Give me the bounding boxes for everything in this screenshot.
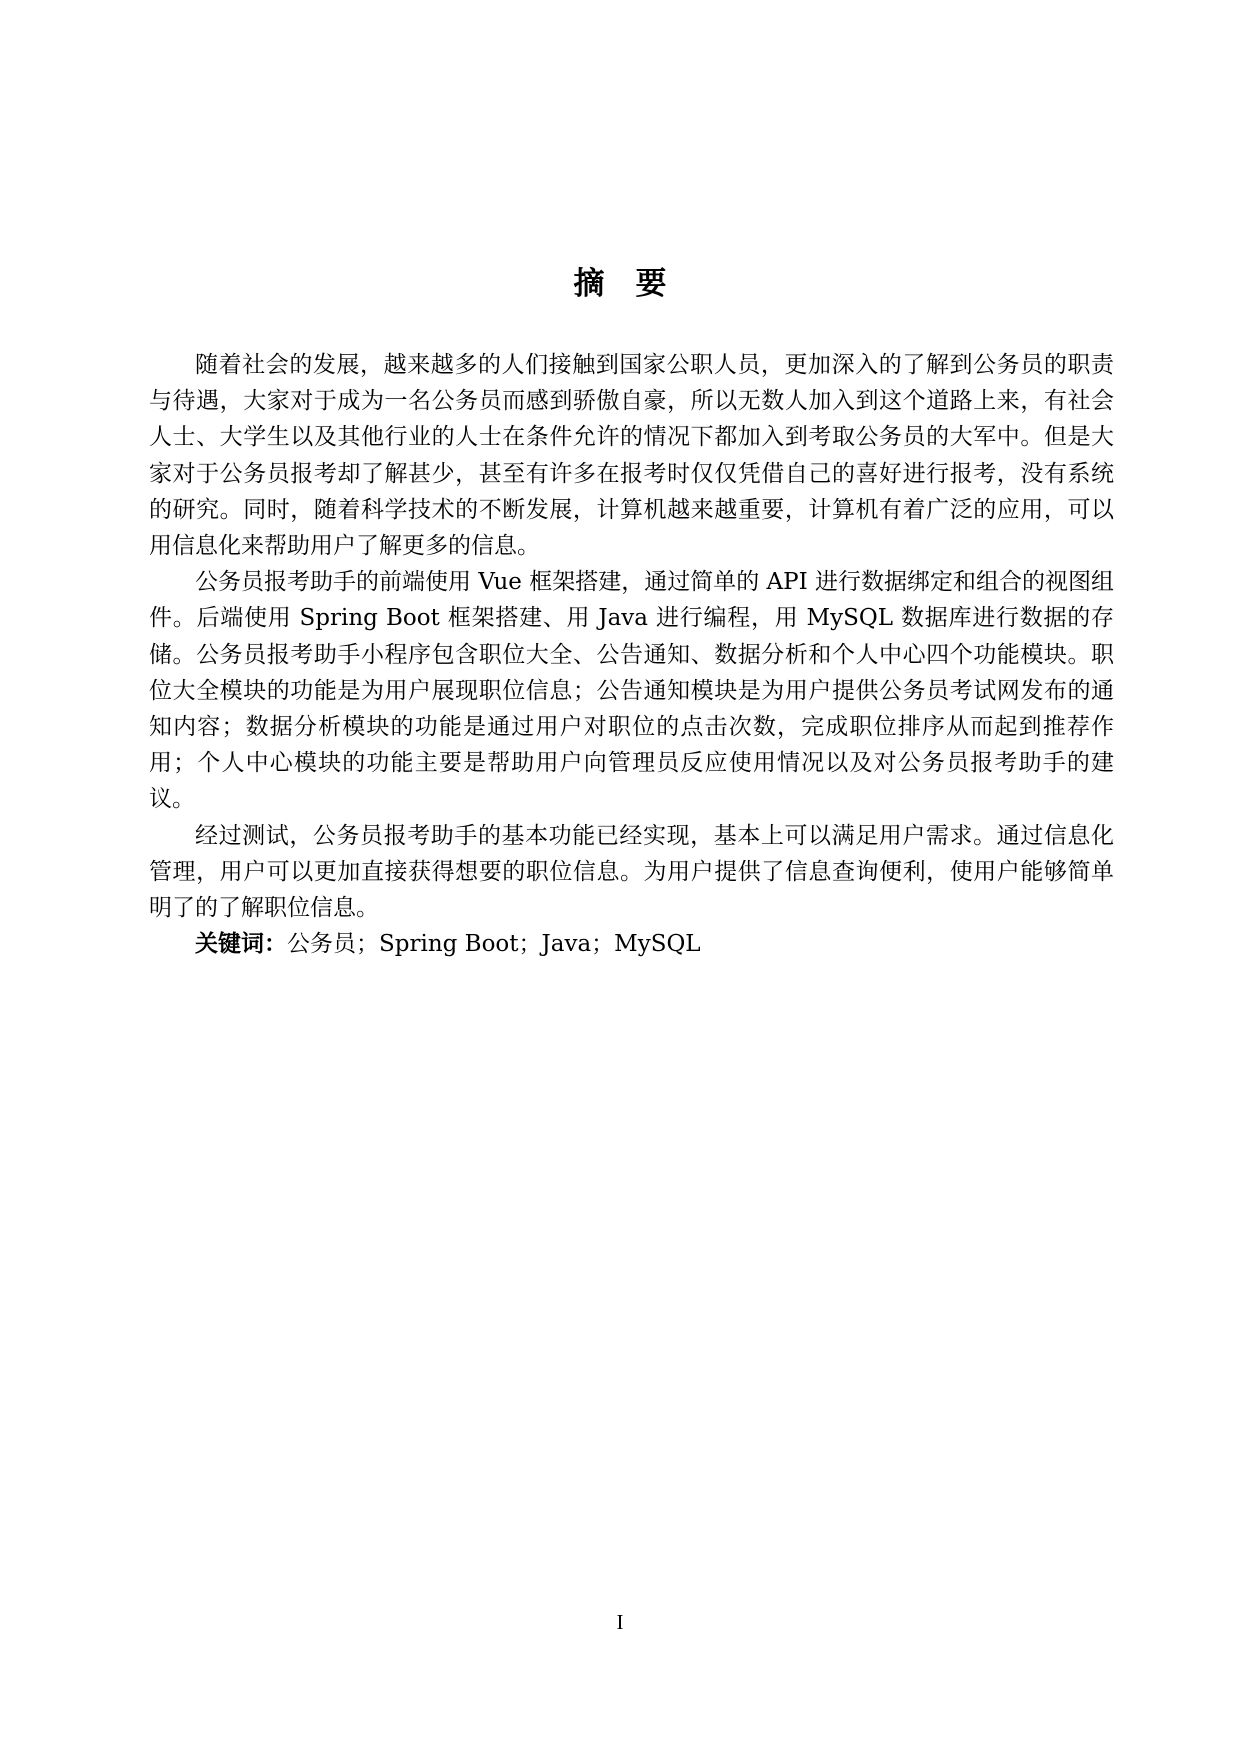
keywords-label: 关键词：	[195, 931, 287, 958]
paragraph-system-design: 公务员报考助手的前端使用 Vue 框架搭建，通过简单的 API 进行数据绑定和组合的视图组件。后端使用 Spring Boot 框架搭建、用 Java 进行编程，用 MySQL 数据库进行数据的存储。公务员报考助手小程序包含职位大全、公告通知、数据分析和个人中心四个功能模块。职位大全模块的功能是为用户展现职位信息；公告通知模块是为用户提供公务员考试网发布的通知内容；数据分析模块的功能是通过用户对职位的点击次数，完成职位排序从而起到推荐作用；个人中心模块的功能主要是帮助用户向管理员反应使用情况以及对公务员报考助手的建议。	[149, 569, 1114, 813]
paragraph-conclusion: 经过测试，公务员报考助手的基本功能已经实现，基本上可以满足用户需求。通过信息化管理，用户可以更加直接获得想要的职位信息。为用户提供了信息查询便利，使用户能够简单明了的了解职位信息。	[149, 822, 1114, 922]
abstract-body	[149, 347, 1114, 962]
page-title: 摘 要	[573, 266, 667, 302]
page-number: I	[616, 1610, 624, 1634]
paragraph-background: 随着社会的发展，越来越多的人们接触到国家公职人员，更加深入的了解到公务员的职责与待遇，大家对于成为一名公务员而感到骄傲自豪，所以无数人加入到这个道路上来，有社会人士、大学生以及其他行业的人士在条件允许的情况下都加入到考取公务员的大军中。但是大家对于公务员报考却了解甚少，甚至有许多在报考时仅仅凭借自己的喜好进行报考，没有系统的研究。同时，随着科学技术的不断发展，计算机越来越重要，计算机有着广泛的应用，可以用信息化来帮助用户了解更多的信息。	[149, 352, 1114, 560]
keywords-list: 公务员；Spring Boot；Java；MySQL	[287, 931, 701, 958]
keywords-line	[149, 926, 1114, 962]
